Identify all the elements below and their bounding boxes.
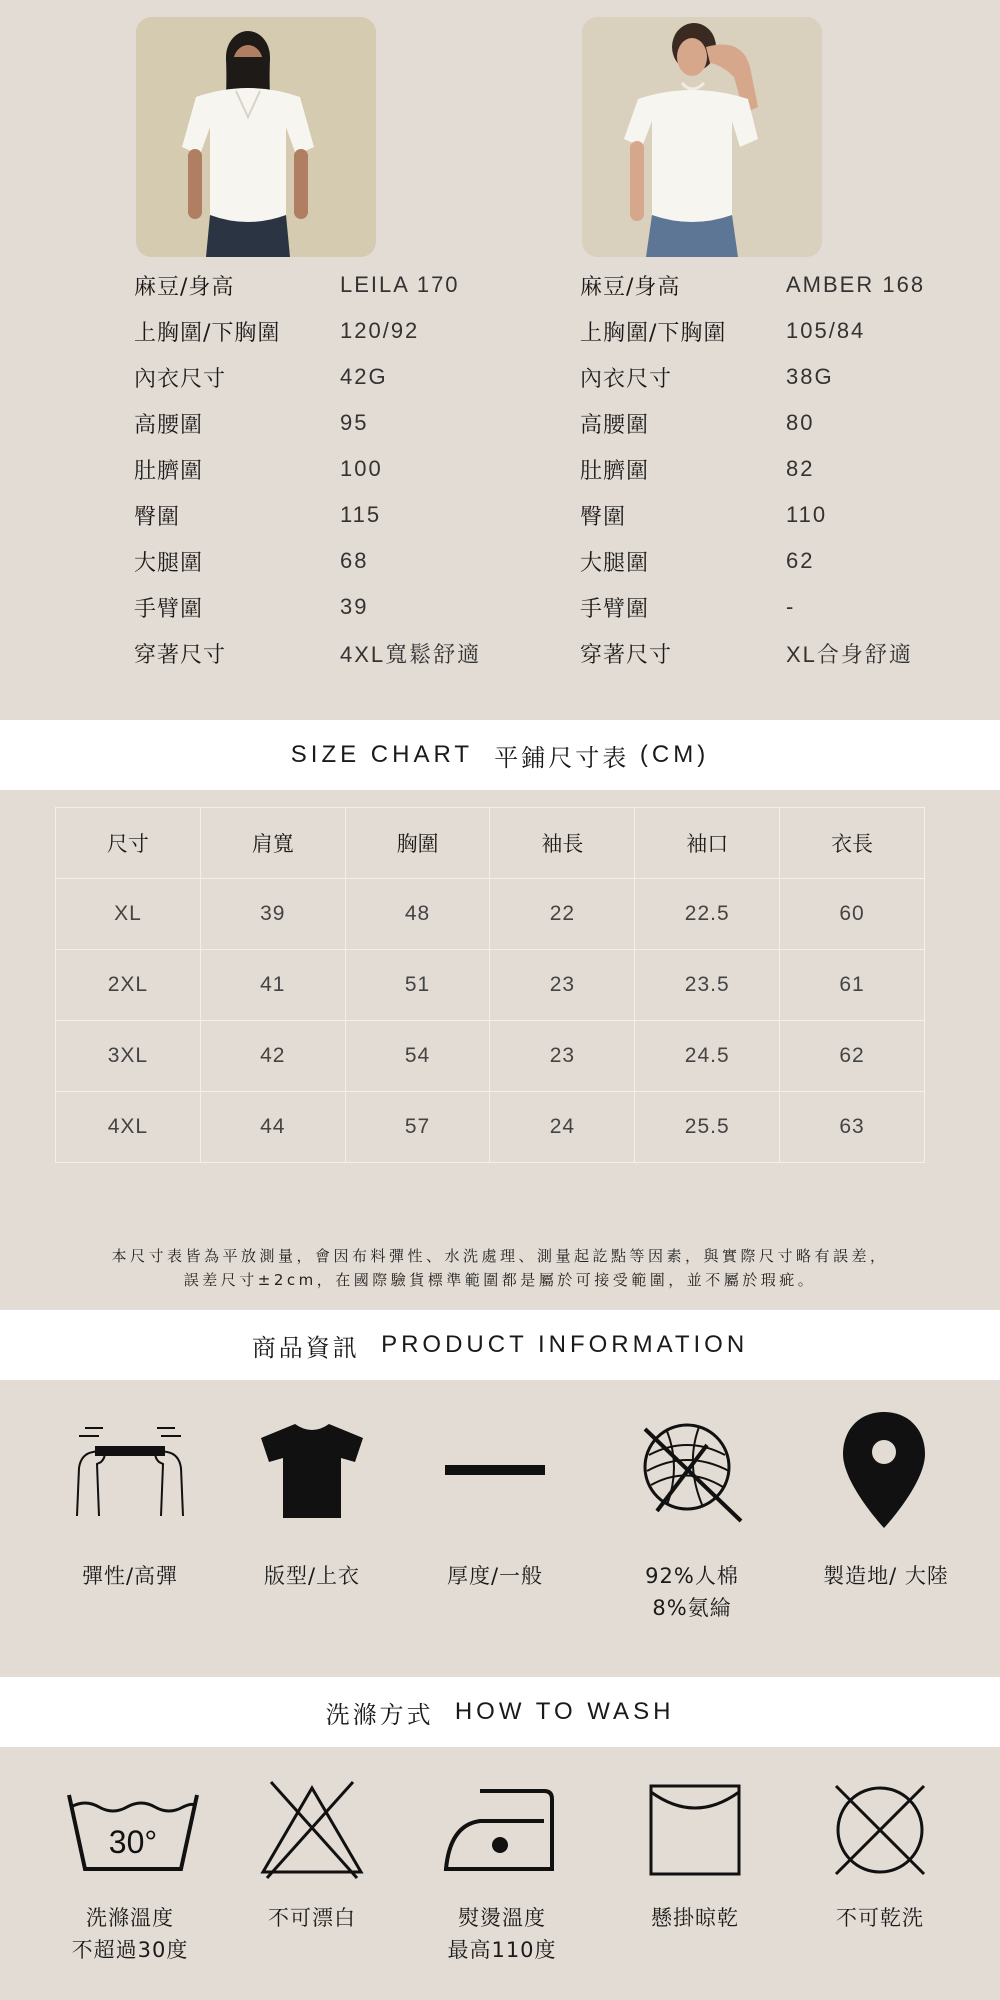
spec-value: 42G (340, 364, 388, 389)
table-cell: 39 (200, 879, 345, 950)
spec-row (134, 354, 564, 400)
thickness-caption-line1: 厚度/一般 (446, 1564, 544, 1588)
spec-row (134, 400, 564, 446)
spec-row (580, 584, 1000, 630)
spec-row (580, 262, 1000, 308)
spec-label: 大腿圍 (580, 550, 650, 576)
spec-value: 68 (340, 548, 369, 573)
no-dry-clean-caption-line1: 不可乾洗 (836, 1906, 924, 1930)
size-chart-title-zh: 平鋪尺寸表 (494, 743, 630, 772)
table-cell: 25.5 (635, 1092, 780, 1163)
measurement-note-line: 本尺寸表皆為平放測量，會因布料彈性、水洗處理、測量起訖點等因素，與實際尺寸略有誤差， (111, 1247, 889, 1265)
origin-caption (786, 1560, 986, 1592)
spec-row (580, 308, 1000, 354)
table-row (56, 950, 925, 1021)
table-header-cell: 袖口 (635, 808, 780, 879)
stretch-caption (30, 1560, 230, 1592)
spec-value: 110 (786, 502, 828, 527)
spec-row (134, 584, 564, 630)
no-dry-clean-icon (790, 1775, 970, 1885)
table-cell: 24 (490, 1092, 635, 1163)
spec-label: 穿著尺寸 (580, 642, 673, 668)
hang-dry-icon (605, 1775, 785, 1885)
spec-label: 肚臍圍 (134, 458, 204, 484)
material-caption-line1: 92%人棉 (645, 1564, 739, 1588)
table-cell: XL (56, 879, 201, 950)
spec-label: 大腿圍 (134, 550, 204, 576)
spec-row (580, 492, 1000, 538)
iron-caption (402, 1902, 602, 1966)
table-header-cell: 尺寸 (56, 808, 201, 879)
spec-value: AMBER 168 (786, 272, 926, 297)
model-photo-leila-image (136, 17, 376, 257)
model-specs-leila (134, 262, 564, 676)
model-photo-amber (582, 17, 822, 257)
spec-value: 80 (786, 410, 815, 435)
yarn-ball-icon (602, 1405, 782, 1535)
spec-value: 120/92 (340, 318, 420, 343)
iron-caption-line1: 熨燙溫度 (458, 1906, 546, 1930)
spec-row (580, 354, 1000, 400)
thickness-caption (395, 1560, 595, 1592)
material-caption-line2: 8%氨綸 (652, 1596, 732, 1620)
tshirt-caption-line1: 版型/上衣 (263, 1564, 361, 1588)
material-caption (592, 1560, 792, 1624)
spec-row (580, 400, 1000, 446)
spec-value: 95 (340, 410, 369, 435)
product-info-banner (0, 1310, 1000, 1380)
spec-row (580, 538, 1000, 584)
wash-temp-caption (30, 1902, 230, 1966)
wash-title-en: HOW TO WASH (454, 1698, 675, 1725)
model-specs-amber (580, 262, 1000, 676)
spec-label: 高腰圍 (580, 412, 650, 438)
table-cell: 54 (345, 1021, 490, 1092)
size-chart-title-en: SIZE CHART (290, 741, 474, 768)
table-header-cell: 肩寬 (200, 808, 345, 879)
spec-value: 39 (340, 594, 369, 619)
spec-label: 手臂圍 (580, 596, 650, 622)
iron-caption-line2: 最高110度 (447, 1938, 557, 1962)
table-cell: 41 (200, 950, 345, 1021)
wash-title-zh: 洗滌方式 (325, 1700, 434, 1729)
table-cell: 24.5 (635, 1021, 780, 1092)
spec-row (580, 446, 1000, 492)
spec-value: 105/84 (786, 318, 866, 343)
wash-temp-caption-line1: 洗滌溫度 (86, 1906, 174, 1930)
model-photo-leila (136, 17, 376, 257)
table-cell: 22 (490, 879, 635, 950)
table-cell: 22.5 (635, 879, 780, 950)
table-cell: 44 (200, 1092, 345, 1163)
tshirt-icon (222, 1405, 402, 1535)
table-row (56, 879, 925, 950)
spec-label: 手臂圍 (134, 596, 204, 622)
spec-row (134, 538, 564, 584)
no-bleach-icon (222, 1775, 402, 1885)
spec-label: 麻豆/身高 (580, 274, 681, 300)
thickness-line-icon (410, 1405, 590, 1535)
spec-label: 上胸圍/下胸圍 (580, 320, 727, 346)
spec-label: 臀圍 (580, 504, 627, 530)
spec-value: 4XL寬鬆舒適 (340, 641, 482, 667)
spec-label: 內衣尺寸 (134, 366, 227, 392)
spec-row (134, 446, 564, 492)
spec-label: 臀圍 (134, 504, 181, 530)
size-chart-banner (0, 720, 1000, 790)
table-cell: 48 (345, 879, 490, 950)
hang-dry-caption-line1: 懸掛晾乾 (651, 1906, 739, 1930)
wash-banner (0, 1677, 1000, 1747)
product-info-title-zh: 商品資訊 (251, 1333, 360, 1362)
no-bleach-caption-line1: 不可漂白 (268, 1906, 356, 1930)
wash-temp-caption-line2: 不超過30度 (71, 1938, 189, 1962)
table-cell: 2XL (56, 950, 201, 1021)
product-info-title-en: PRODUCT INFORMATION (381, 1331, 749, 1358)
spec-label: 上胸圍/下胸圍 (134, 320, 281, 346)
measurement-note (0, 1244, 1000, 1292)
spec-label: 肚臍圍 (580, 458, 650, 484)
measurement-note-line: 誤差尺寸±2cm，在國際驗貨標準範圍都是屬於可接受範圍，並不屬於瑕疵。 (183, 1271, 817, 1289)
stretch-caption-line1: 彈性/高彈 (81, 1564, 179, 1588)
stretch-icon (40, 1405, 220, 1535)
spec-value: XL合身舒適 (786, 641, 913, 667)
origin-caption-line1: 製造地/ 大陸 (823, 1564, 949, 1588)
iron-icon (410, 1775, 590, 1885)
table-cell: 3XL (56, 1021, 201, 1092)
table-cell: 61 (780, 950, 925, 1021)
wash-30-icon (43, 1775, 223, 1885)
spec-value: 38G (786, 364, 834, 389)
table-cell: 57 (345, 1092, 490, 1163)
model-photo-amber-image (582, 17, 822, 257)
spec-value: 115 (340, 502, 382, 527)
spec-value: - (786, 594, 796, 619)
table-cell: 4XL (56, 1092, 201, 1163)
table-header-row (56, 808, 925, 879)
no-dry-clean-caption (780, 1902, 980, 1934)
table-cell: 63 (780, 1092, 925, 1163)
hang-dry-caption (595, 1902, 795, 1934)
spec-row (580, 630, 1000, 676)
table-cell: 51 (345, 950, 490, 1021)
table-cell: 62 (780, 1021, 925, 1092)
table-cell: 60 (780, 879, 925, 950)
spec-row (134, 630, 564, 676)
spec-label: 高腰圍 (134, 412, 204, 438)
table-header-cell: 袖長 (490, 808, 635, 879)
table-header-cell: 衣長 (780, 808, 925, 879)
table-row (56, 1092, 925, 1163)
spec-label: 內衣尺寸 (580, 366, 673, 392)
wash-temp-label: 30° (108, 1824, 158, 1860)
table-header-cell: 胸圍 (345, 808, 490, 879)
spec-value: 100 (340, 456, 383, 481)
table-cell: 23.5 (635, 950, 780, 1021)
no-bleach-caption (212, 1902, 412, 1934)
table-cell: 42 (200, 1021, 345, 1092)
spec-row (134, 262, 564, 308)
table-row (56, 1021, 925, 1092)
tshirt-caption (212, 1560, 412, 1592)
spec-value: LEILA 170 (340, 272, 460, 297)
table-cell: 23 (490, 1021, 635, 1092)
size-table (55, 807, 925, 1163)
size-chart-unit: (CM) (639, 741, 710, 768)
spec-label: 麻豆/身高 (134, 274, 235, 300)
spec-row (134, 492, 564, 538)
spec-value: 82 (786, 456, 815, 481)
location-pin-icon (794, 1405, 974, 1535)
spec-value: 62 (786, 548, 815, 573)
spec-label: 穿著尺寸 (134, 642, 227, 668)
spec-row (134, 308, 564, 354)
table-cell: 23 (490, 950, 635, 1021)
